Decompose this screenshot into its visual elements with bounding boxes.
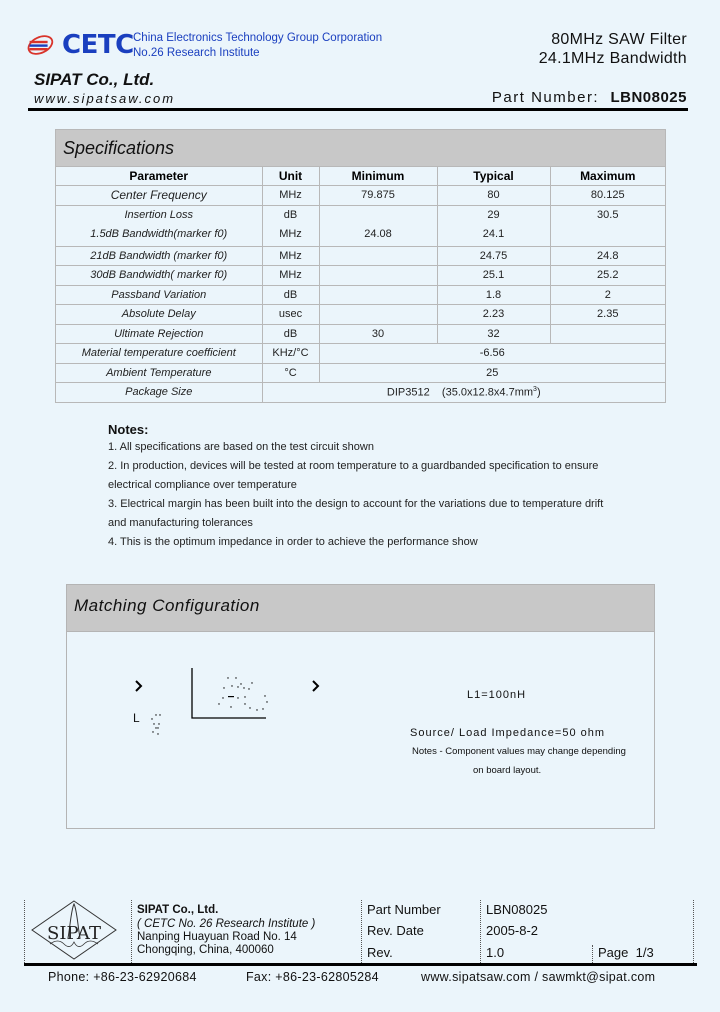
source-load-impedance: Source/ Load Impedance=50 ohm: [410, 727, 606, 739]
unit-cell: usec: [262, 305, 319, 325]
table-row: [56, 305, 665, 325]
institute-name: No.26 Research Institute: [133, 47, 260, 59]
footer-divider: [480, 900, 481, 963]
dotted-response-icon: [218, 677, 267, 710]
typ-cell: 2.23: [437, 305, 550, 325]
footer-web-email[interactable]: www.sipatsaw.com / sawmkt@sipat.com: [421, 970, 656, 984]
min-value: 24.08: [364, 227, 392, 240]
footer-divider: [361, 900, 362, 963]
unit-cell: [262, 205, 319, 246]
typ-cell: 24.75: [437, 246, 550, 266]
unit-cell: dB: [262, 324, 319, 344]
port-out-arrow-icon: [313, 681, 318, 691]
param-cell: Absolute Delay: [56, 305, 262, 325]
max-cell: 24.8: [550, 246, 665, 266]
header-part-number: [492, 89, 687, 106]
part-number-label: Part Number:: [491, 89, 600, 106]
footer-divider: [131, 900, 132, 963]
package-value: DIP3512 (35.0x12.8x4.7mm: [386, 386, 534, 399]
footer-divider: [592, 945, 593, 963]
table-row: [56, 266, 665, 286]
param-1-5db-bandwidth: 1.5dB Bandwidth(marker f0): [90, 227, 228, 240]
package-size-cell: [262, 383, 665, 403]
max-cell: 25.2: [550, 266, 665, 286]
table-row: [56, 186, 665, 206]
specifications-header: [56, 130, 665, 166]
inductor-dots-icon: [151, 714, 160, 734]
footer-divider-rule: [24, 963, 697, 966]
typ-value: 24.1: [482, 227, 505, 240]
footer-rev-value: 1.0: [486, 945, 505, 960]
header-divider: [28, 108, 688, 111]
cetc-logo-text: CETC: [62, 30, 134, 60]
typ-cell: 80: [437, 186, 550, 206]
typ-value: 29: [487, 208, 500, 221]
table-row: [56, 344, 665, 364]
page-value: 1/3: [635, 945, 654, 960]
table-header-row: [56, 167, 665, 186]
sipat-logo-text: SIPAT: [47, 923, 101, 944]
span-value-cell: 25: [319, 363, 665, 383]
footer-company: SIPAT Co., Ltd.: [137, 904, 219, 916]
l1-value: L1=100nH: [467, 689, 527, 701]
specifications-table: [56, 166, 665, 403]
max-cell: [550, 324, 665, 344]
unit-cell: MHz: [262, 246, 319, 266]
param-cell: 30dB Bandwidth( marker f0): [56, 266, 262, 286]
package-close: ): [536, 386, 541, 399]
min-cell: [319, 205, 437, 246]
footer-part-number-value: LBN08025: [486, 902, 548, 917]
note-line: 3. Electrical margin has been built into the design to account for the variations due to temperature drift: [108, 498, 604, 510]
min-cell: [319, 285, 437, 305]
column-header: Minimum: [319, 167, 437, 186]
min-cell: [319, 266, 437, 286]
footer-divider: [693, 900, 694, 963]
max-cell: [550, 205, 665, 246]
unit-value: dB: [283, 208, 298, 221]
unit-cell: °C: [262, 363, 319, 383]
min-cell: [319, 305, 437, 325]
min-cell: 30: [319, 324, 437, 344]
corporation-name: China Electronics Technology Group Corporation: [133, 32, 383, 44]
company-website[interactable]: www.sipatsaw.com: [34, 91, 176, 106]
max-cell: 2.35: [550, 305, 665, 325]
part-number-value: LBN08025: [610, 89, 687, 106]
column-header: Maximum: [550, 167, 665, 186]
note-line: electrical compliance over temperature: [108, 479, 297, 491]
inductor-label: L: [133, 711, 140, 725]
max-cell: 2: [550, 285, 665, 305]
footer-rev-date-label: Rev. Date: [367, 923, 424, 938]
matching-circuit-diagram: [128, 666, 328, 736]
notes-title: Notes:: [108, 422, 149, 437]
column-header: Parameter: [56, 167, 262, 186]
min-cell: [319, 246, 437, 266]
port-in-arrow-icon: [136, 681, 141, 691]
specifications-section: [55, 129, 666, 403]
sipat-logo-icon: [30, 898, 118, 962]
max-value: [551, 225, 666, 244]
unit-cell: MHz: [262, 266, 319, 286]
specifications-title: Specifications: [63, 138, 175, 158]
table-row: [56, 383, 665, 403]
column-header: Typical: [437, 167, 550, 186]
footer-phone: Phone: +86-23-62920684: [48, 970, 197, 984]
footer-page: [598, 945, 654, 960]
table-row: [56, 285, 665, 305]
param-insertion-loss: Insertion Loss: [124, 208, 193, 221]
param-cell: Ultimate Rejection: [56, 324, 262, 344]
param-cell: Ambient Temperature: [56, 363, 262, 383]
unit-value: MHz: [279, 227, 302, 240]
param-cell: Material temperature coefficient: [56, 344, 262, 364]
matching-note: on board layout.: [473, 765, 542, 776]
matching-header: [67, 585, 654, 632]
matching-title: Matching Configuration: [74, 596, 260, 615]
typ-cell: 32: [437, 324, 550, 344]
min-value: [320, 206, 437, 225]
footer-address-line1: Nanping Huayuan Road No. 14: [137, 931, 297, 943]
unit-cell: KHz/°C: [262, 344, 319, 364]
note-line: 2. In production, devices will be tested at room temperature to a guardbanded specification to ensure: [108, 460, 599, 472]
matching-note: Notes - Component values may change depending: [412, 746, 626, 757]
footer-address-line2: Chongqing, China, 400060: [137, 944, 274, 956]
footer-rev-date-value: 2005-8-2: [486, 923, 539, 938]
column-header: Unit: [262, 167, 319, 186]
table-row: [56, 324, 665, 344]
package-sup: 3: [533, 385, 537, 393]
unit-cell: dB: [262, 285, 319, 305]
product-bandwidth: 24.1MHz Bandwidth: [538, 50, 687, 67]
company-name: SIPAT Co., Ltd.: [34, 70, 155, 89]
note-line: and manufacturing tolerances: [108, 517, 253, 529]
max-cell: 80.125: [550, 186, 665, 206]
footer-subtitle: ( CETC No. 26 Research Institute ): [137, 918, 316, 930]
footer-fax: Fax: +86-23-62805284: [246, 970, 379, 984]
table-row: [56, 205, 665, 246]
typ-cell: 25.1: [437, 266, 550, 286]
note-line: 1. All specifications are based on the test circuit shown: [108, 441, 374, 453]
note-line: 4. This is the optimum impedance in order to achieve the performance show: [108, 536, 478, 548]
unit-cell: MHz: [262, 186, 319, 206]
typ-cell: [437, 205, 550, 246]
max-value: 30.5: [597, 208, 619, 221]
param-cell: Center Frequency: [56, 186, 262, 206]
page-label: Page: [598, 945, 629, 960]
typ-cell: 1.8: [437, 285, 550, 305]
footer-divider: [24, 900, 25, 963]
param-cell: Package Size: [56, 383, 262, 403]
param-cell: 21dB Bandwidth (marker f0): [56, 246, 262, 266]
param-cell: [56, 205, 262, 246]
product-title: 80MHz SAW Filter: [551, 31, 687, 48]
notes-section: [108, 422, 628, 552]
table-row: [56, 363, 665, 383]
min-cell: 79.875: [319, 186, 437, 206]
param-cell: Passband Variation: [56, 285, 262, 305]
table-row: [56, 246, 665, 266]
footer-rev-label: Rev.: [367, 945, 393, 960]
footer-part-number-label: Part Number: [367, 902, 441, 917]
span-value-cell: -6.56: [319, 344, 665, 364]
